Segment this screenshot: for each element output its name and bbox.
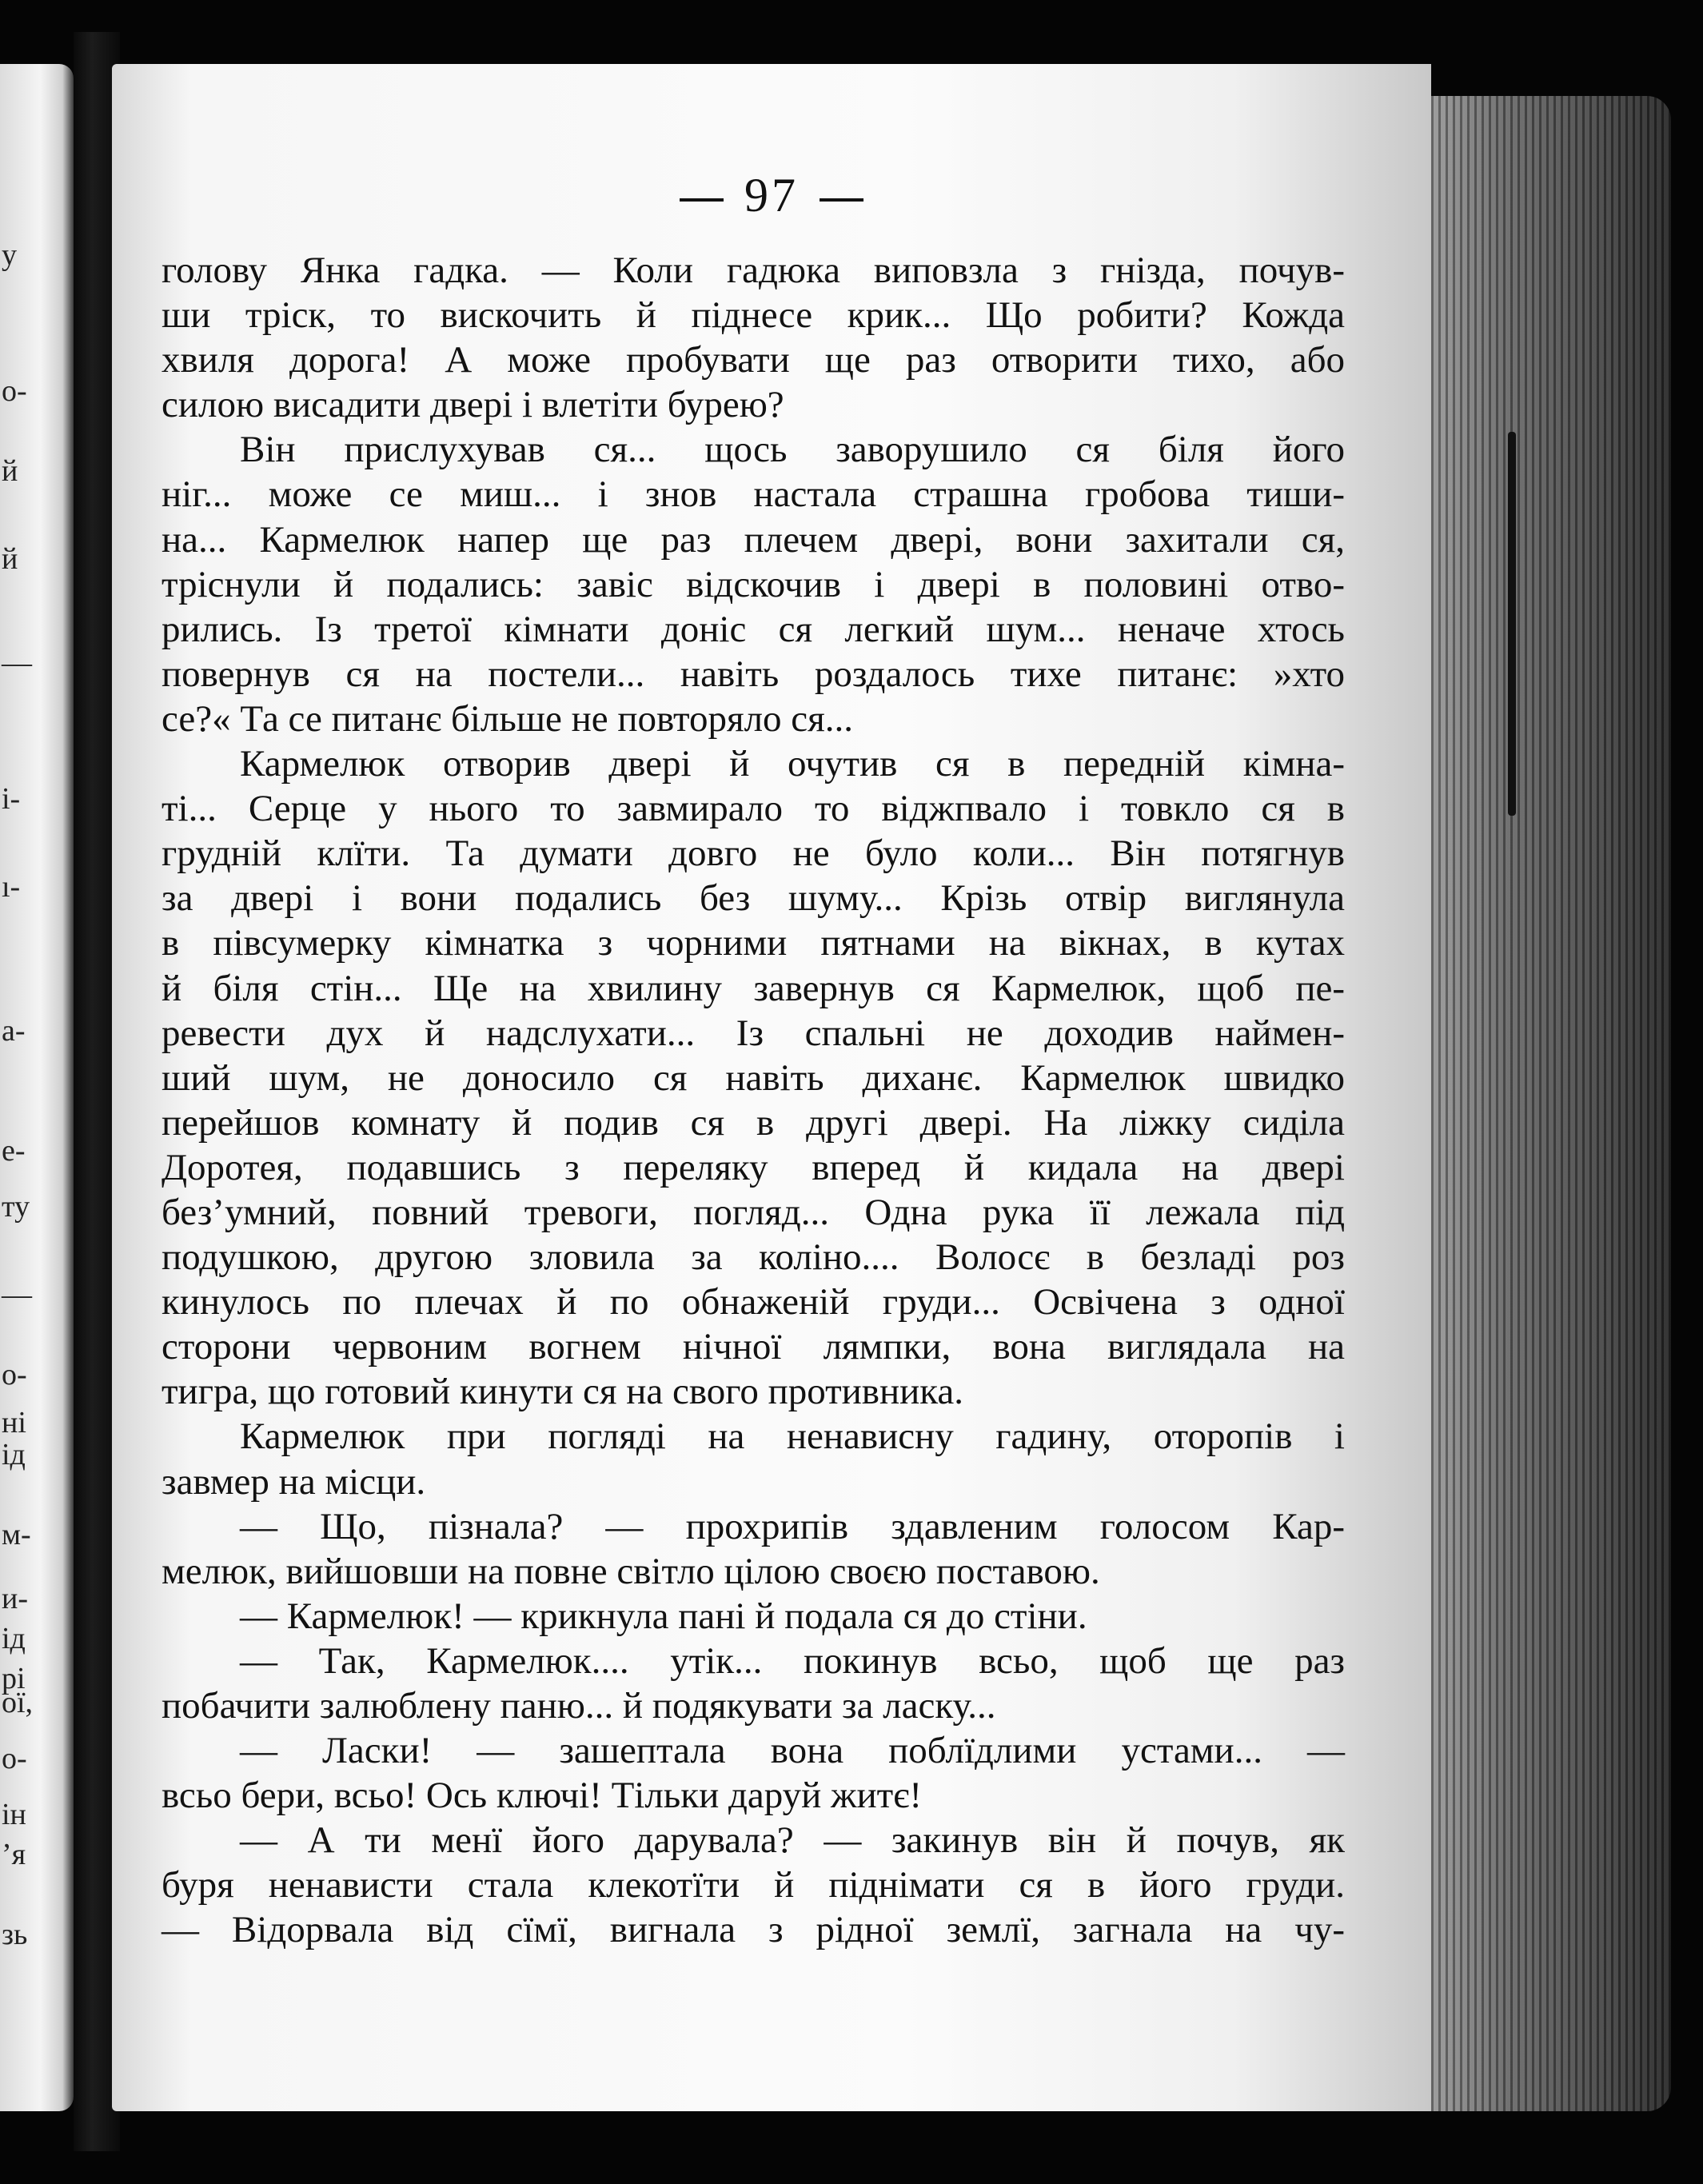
previous-page-fragment: ід [2,1438,26,1471]
text-line: Доротея, подавшись з переляку вперед й кидала на двері [162,1146,1345,1188]
page-body-text [162,248,1345,1953]
previous-page-fragment: зь [2,1918,28,1951]
text-line: побачити залюблену паню... й подякувати за ласку... [162,1685,996,1727]
previous-page-fragment: і- [2,782,21,816]
previous-page-fragment: о- [2,374,27,408]
page-number-dash-right [820,198,863,202]
previous-page-fragment: ін [2,1798,26,1831]
text-line: ті... Серце у нього то завмирало то віджпвало і товкло ся в [162,788,1345,830]
previous-page-fragment: ні [2,1406,26,1439]
text-line: перейшов комнату й подив ся в другі двері. На ліжку сиділа [162,1101,1345,1144]
previous-page-fragment: ту [2,1190,30,1224]
text-line: Він прислухував ся... щось заворушило ся біля його [240,429,1345,471]
text-line: тигра, що готовий кинути ся на свого противника. [162,1371,964,1413]
text-line: тріснули й подались: завіс відскочив і двері в половині отво- [162,563,1345,605]
text-line: — Кармелюк! — крикнула пані й подала ся до стіни. [240,1595,1087,1637]
text-line: — А ти менї його дарувала? — закинув він й почув, як [240,1819,1345,1862]
text-line: се?« Та се питанє більше не повторяло ся... [162,697,854,740]
text-line: грудній клїти. Та думати довго не було коли... Він потягнув [162,832,1345,875]
text-line: завмер на місци. [162,1460,426,1503]
text-line: без’умний, повний тревоги, погляд... Одна рука її лежала під [162,1191,1345,1233]
book-page [112,64,1431,2111]
previous-page-fragment: а- [2,1014,26,1048]
text-line: рились. Із третої кімнати доніс ся легкий шум... неначе хтось [162,608,1345,650]
previous-page-fragment: ’я [2,1838,26,1871]
text-line: — Ласки! — зашептала вона поблїдлими устами... — [240,1730,1345,1772]
text-line: кинулось по плечах й по обнаженій груди... Освічена з одної [162,1281,1345,1324]
previous-page-fragment: ı- [2,870,21,904]
page-number-dash-left [680,198,724,202]
page-edges-stack [1431,96,1671,2111]
previous-page-fragment: е- [2,1134,26,1168]
previous-page-edge [0,64,74,2111]
text-line: й біля стін... Ще на хвилину завернув ся Кармелюк, щоб пе- [162,967,1345,1009]
text-line: силою висадити двері і влетіти бурею? [162,384,784,426]
text-line: буря ненависти стала клекотїти й піднімати ся в його груди. [162,1864,1345,1907]
text-line: Кармелюк при погляді на ненависну гадину, оторопів і [240,1415,1345,1458]
text-line: мелюк, вийшовши на повне світло цілою своєю поставою. [162,1550,1100,1592]
text-line: — Відорвала від сїмї, вигнала з рідної землї, загнала на чу- [162,1909,1345,1951]
text-line: на... Кармелюк напер ще раз плечем двері, вони захитали ся, [162,518,1345,561]
previous-page-fragment: ід [2,1622,26,1655]
previous-page-fragment: о- [2,1742,27,1775]
previous-page-fragment: о- [2,1358,27,1391]
text-line: — Так, Кармелюк.... утік... покинув всьо, щоб ще раз [240,1639,1345,1682]
text-line: — Що, пізнала? — прохрипів здавленим голосом Кар- [240,1505,1345,1547]
page-number [112,168,1431,223]
text-line: за двері і вони подались без шуму... Крізь отвір виглянула [162,877,1345,920]
text-line: всьо бери, всьо! Ось ключі! Тільки даруй житє! [162,1775,923,1817]
previous-page-fragment: рі [2,1662,26,1695]
text-line: голову Янка гадка. — Коли гадюка виповзла з гнізда, почув- [162,250,1345,291]
page-edge-mark [1508,432,1516,816]
previous-page-fragment: й [2,542,18,576]
text-line: ший шум, не доносило ся навіть диханє. Кармелюк швидко [162,1056,1345,1099]
text-line: хвиля дорога! А може пробувати ще раз отворити тихо, або [162,339,1345,381]
previous-page-fragment: ої, [2,1686,34,1719]
text-line: подушкою, другою зловила за коліно.... Волосє в безладі роз [162,1236,1345,1279]
previous-page-fragment: и- [2,1582,28,1615]
text-line: повернув ся на постели... навіть роздалось тихе питанє: »хто [162,653,1345,695]
previous-page-fragment: — [2,1278,32,1312]
previous-page-fragment: м- [2,1518,31,1551]
previous-page-fragment: — [2,646,32,680]
text-line: ревести дух й надслухати... Із спальні не доходив наймен- [162,1012,1345,1054]
text-line: сторони червоним вогнем нічної лямпки, вона виглядала на [162,1326,1345,1368]
text-line: Кармелюк отворив двері й очутив ся в передній кімна- [240,743,1345,785]
text-line: ши тріск, то вискочить й піднесе крик... Що робити? Кожда [162,294,1345,337]
page-number-value: 97 [744,169,799,222]
text-line: ніг... може се миш... і знов настала страшна гробова тиши- [162,473,1345,516]
previous-page-fragment: й [2,454,18,488]
text-line: в півсумерку кімнатка з чорними пятнами на вікнах, в кутах [162,922,1345,964]
previous-page-fragment: у [2,238,17,272]
